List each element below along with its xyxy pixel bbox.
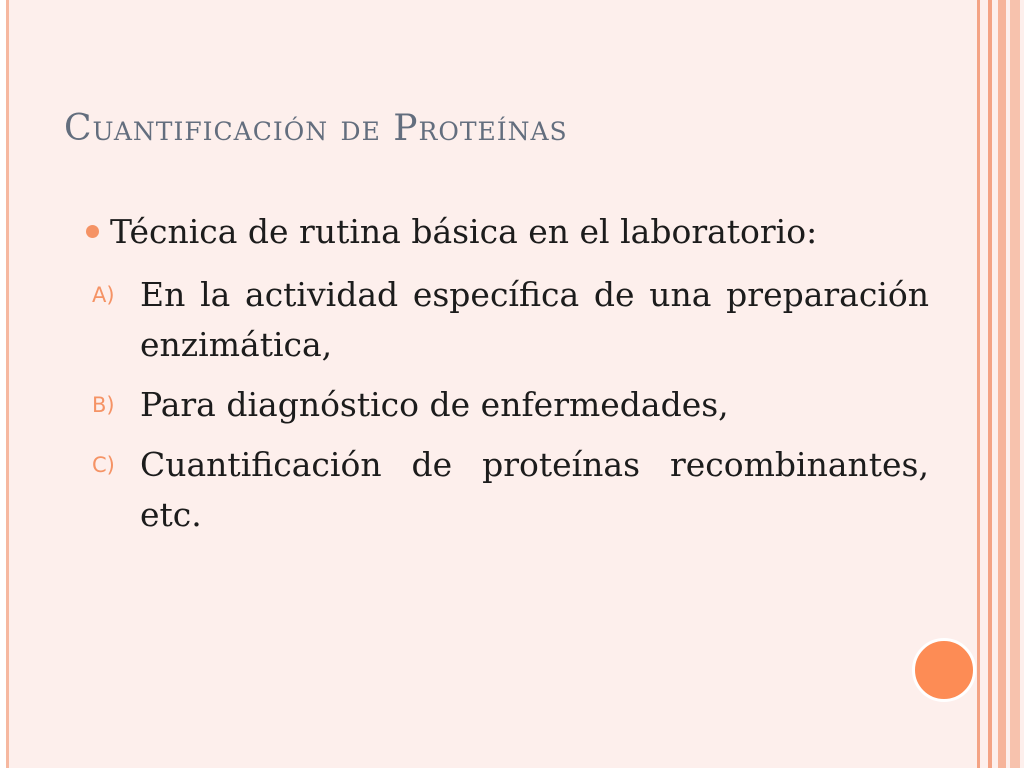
bullet-item [84, 206, 929, 258]
list-item-text: En la actividad específica de una preparación enzimática, [140, 275, 929, 364]
decorative-circle [912, 638, 976, 702]
list-item-a [84, 270, 929, 370]
list-marker: C) [92, 453, 115, 477]
right-stripe-decoration [998, 0, 1006, 768]
bullet-dot-icon [86, 225, 99, 238]
right-stripe-decoration [980, 0, 988, 768]
bullet-text: Técnica de rutina básica en el laboratorio: [110, 212, 818, 251]
slide-title: Cuantificación de Proteínas [64, 108, 568, 149]
slide-body [84, 206, 929, 550]
list-item-c [84, 440, 929, 540]
list-item-b [84, 380, 929, 430]
list-marker: B) [92, 393, 115, 417]
list-item-text: Cuantificación de proteínas recombinantes, etc. [140, 445, 929, 534]
right-stripe-decoration [1020, 0, 1024, 768]
list-marker: A) [92, 283, 115, 307]
list-item-text: Para diagnóstico de enfermedades, [140, 385, 729, 424]
right-stripe-decoration [1010, 0, 1020, 768]
